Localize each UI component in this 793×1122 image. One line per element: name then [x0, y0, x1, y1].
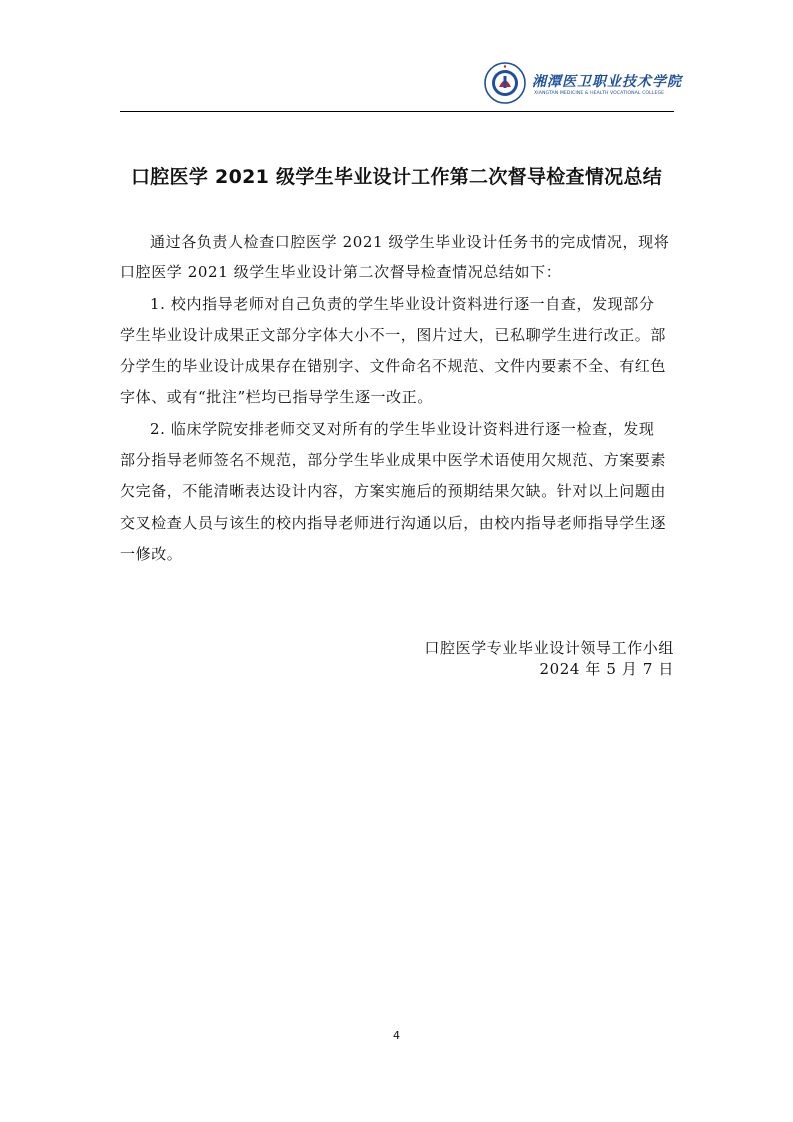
logo-chinese-name: 湘潭医卫职业技术学院: [532, 74, 682, 90]
body-line: 交叉检查人员与该生的校内指导老师进行沟通以后，由校内指导老师指导学生逐: [120, 514, 667, 532]
body-line: 部分指导老师签名不规范，部分学生毕业成果中医学术语使用欠规范、方案要素: [120, 451, 667, 469]
page-header: [120, 62, 682, 112]
body-line: 通过各负责人检查口腔医学 2021 级学生毕业设计任务书的完成情况，现将: [150, 233, 670, 251]
body-line: 口腔医学 2021 级学生毕业设计第二次督导检查情况总结如下：: [120, 263, 562, 281]
body-line: 欠完备，不能清晰表达设计内容，方案实施后的预期结果欠缺。针对以上问题由: [120, 482, 667, 500]
body-line: 一修改。: [120, 545, 183, 563]
page-number: 4: [393, 1029, 400, 1042]
signature-date: 2024 年 5 月 7 日: [539, 660, 674, 678]
body-line: 2. 临床学院安排老师交叉对所有的学生毕业设计资料进行逐一检查，发现: [150, 420, 655, 438]
document-title: 口腔医学 2021 级学生毕业设计工作第二次督导检查情况总结: [130, 166, 663, 188]
body-line: 学生毕业设计成果正文部分字体大小不一，图片过大，已私聊学生进行改正。部: [120, 326, 667, 344]
signature-org: 口腔医学专业毕业设计领导工作小组: [424, 639, 674, 657]
logo-english-name: XIANGTAN MEDICINE & HEALTH VOCATIONAL COLLEGE: [534, 91, 665, 96]
body-line: 字体、或有“批注”栏均已指导学生逐一改正。: [120, 388, 433, 406]
college-logo: [484, 62, 682, 108]
body-line: 分学生的毕业设计成果存在错别字、文件命名不规范、文件内要素不全、有红色: [120, 357, 667, 375]
header-divider: [120, 111, 674, 112]
college-emblem-icon: [484, 62, 526, 104]
body-line: 1. 校内指导老师对自己负责的学生毕业设计资料进行逐一自查，发现部分: [150, 295, 655, 313]
